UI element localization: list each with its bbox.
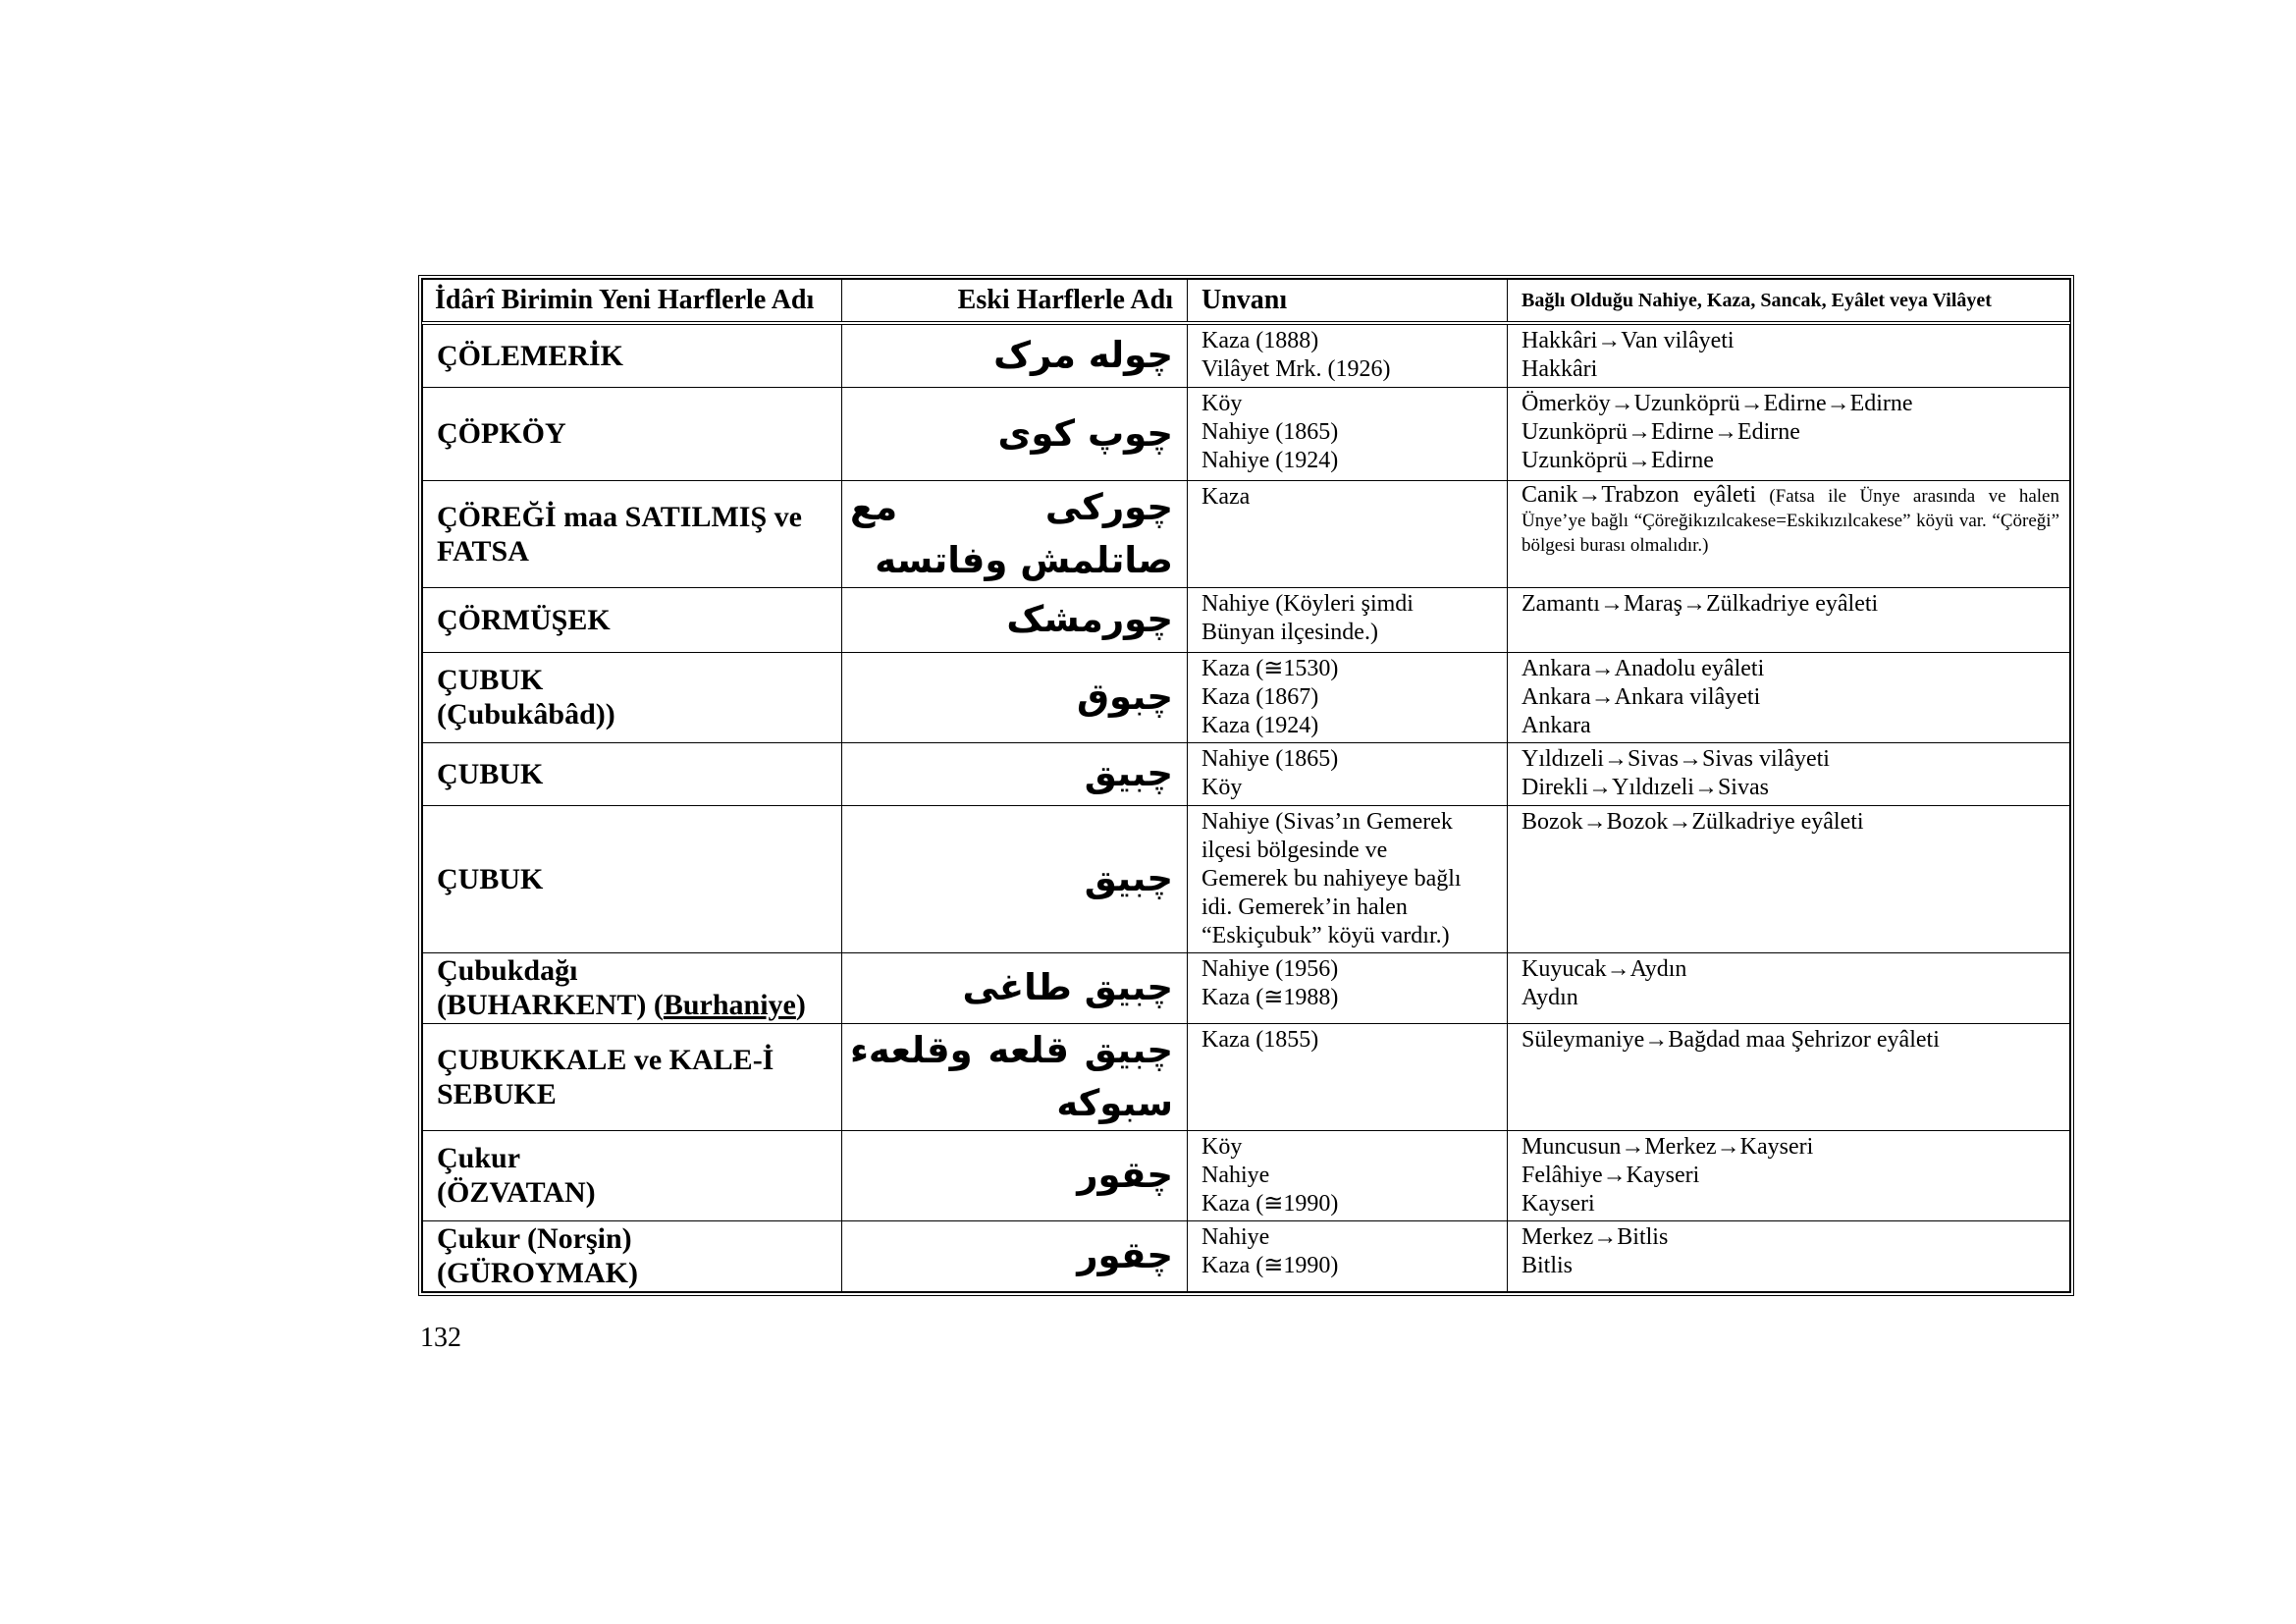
table-row <box>423 587 2070 652</box>
affiliation-line: Zamantı→Maraş→Zülkadriye eyâleti <box>1522 590 1879 617</box>
title-line: Kaza (1867) <box>1201 683 1319 710</box>
table <box>422 279 2070 1292</box>
title-line: Kaza (1924) <box>1201 712 1319 738</box>
table-row <box>423 805 2070 952</box>
new-name-line: ÇÖRMÜŞEK <box>437 603 611 636</box>
new-name-cell <box>423 1023 842 1130</box>
new-name-line: ÇÖPKÖY <box>437 417 566 450</box>
title-cell <box>1188 742 1508 805</box>
affiliation-line: Aydın <box>1522 984 1578 1010</box>
title-cell <box>1188 1130 1508 1220</box>
old-name-cell: چبوق <box>842 652 1188 742</box>
new-name-cell <box>423 805 842 952</box>
affiliation-cell <box>1508 1220 2070 1291</box>
title-line: Nahiye <box>1201 1223 1270 1250</box>
title-line: idi. Gemerek’in halen <box>1201 893 1408 920</box>
affiliation-line: Kuyucak→Aydın <box>1522 955 1687 982</box>
old-name-cell: چقور <box>842 1130 1188 1220</box>
title-line: Gemerek bu nahiyeye bağlı <box>1201 865 1462 892</box>
new-name-line: (ÖZVATAN) <box>437 1176 596 1209</box>
new-name-line: FATSA <box>437 534 529 568</box>
new-name-line: ÇUBUKKALE ve KALE-İ <box>437 1043 774 1076</box>
table-row <box>423 480 2070 587</box>
new-name-line: ÇÖREĞİ maa SATILMIŞ ve <box>437 500 802 533</box>
old-name-cell: چبیق قلعه وقلعهء سبوکه <box>842 1023 1188 1130</box>
new-name-line: Çukur (Norşin) <box>437 1222 632 1255</box>
new-name-line <box>437 988 833 1022</box>
table-row <box>423 387 2070 480</box>
new-name-cell <box>423 1220 842 1291</box>
table-row <box>423 1023 2070 1130</box>
table-row <box>423 323 2070 387</box>
title-cell <box>1188 323 1508 387</box>
new-name-cell <box>423 587 842 652</box>
header-new-name: İdârî Birimin Yeni Harflerle Adı <box>423 280 842 324</box>
affiliation-line: Direkli→Yıldızeli→Sivas <box>1522 774 1769 800</box>
old-name-cell: چورمشک <box>842 587 1188 652</box>
title-cell <box>1188 387 1508 480</box>
title-line: Kaza (≅1988) <box>1201 984 1339 1010</box>
title-line: Bünyan ilçesinde.) <box>1201 619 1378 645</box>
title-line: Kaza (1888) <box>1201 328 1319 353</box>
new-name-cell <box>423 952 842 1023</box>
affiliation-line: Bitlis <box>1522 1252 1574 1278</box>
new-name-line: ÇUBUK <box>437 862 544 895</box>
title-line: Kaza (1855) <box>1201 1026 1319 1053</box>
title-line: Nahiye (1865) <box>1201 745 1339 772</box>
affiliation-line: Kayseri <box>1522 1190 1595 1217</box>
title-line: Kaza (≅1530) <box>1201 655 1339 681</box>
new-name-prefix: (BUHARKENT) ( <box>437 989 664 1021</box>
affiliation-line: Hakkâri <box>1522 356 1598 382</box>
affiliation-cell <box>1508 387 2070 480</box>
affiliation-main: Canik→Trabzon eyâleti <box>1522 481 1756 508</box>
affiliation-line: Muncusun→Merkez→Kayseri <box>1522 1133 1814 1160</box>
affiliation-cell <box>1508 480 2070 587</box>
title-line: Kaza <box>1201 483 1251 510</box>
new-name-underlined: Burhaniye <box>663 989 796 1021</box>
new-name-cell <box>423 323 842 387</box>
affiliation-line: Yıldızeli→Sivas→Sivas vilâyeti <box>1522 745 1830 772</box>
title-cell <box>1188 952 1508 1023</box>
new-name-line: ÇUBUK <box>437 664 544 696</box>
title-line: Köy <box>1201 390 1243 416</box>
header-title: Unvanı <box>1188 280 1508 324</box>
title-line: Nahiye (Sivas’ın Gemerek <box>1201 808 1453 835</box>
title-line: Kaza (≅1990) <box>1201 1190 1339 1217</box>
title-line: Nahiye (Köyleri şimdi <box>1201 590 1414 617</box>
title-line: Köy <box>1201 1133 1243 1160</box>
affiliation-cell <box>1508 323 2070 387</box>
affiliation-line: Felâhiye→Kayseri <box>1522 1162 1700 1188</box>
old-name-cell: چقور <box>842 1220 1188 1291</box>
title-line: Nahiye (1956) <box>1201 955 1339 982</box>
affiliation-line: Ankara→Ankara vilâyeti <box>1522 683 1761 710</box>
page-number: 132 <box>420 1323 461 1353</box>
affiliation-cell <box>1508 1130 2070 1220</box>
affiliation-line: Bozok→Bozok→Zülkadriye eyâleti <box>1522 808 1864 835</box>
title-cell <box>1188 480 1508 587</box>
title-line: ilçesi bölgesinde ve <box>1201 837 1388 863</box>
title-line: Vilâyet Mrk. (1926) <box>1201 356 1391 382</box>
table-row <box>423 742 2070 805</box>
header-affiliation: Bağlı Olduğu Nahiye, Kaza, Sancak, Eyâlet veya Vilâyet <box>1508 280 2070 324</box>
new-name-line: ÇÖLEMERİK <box>437 339 624 372</box>
table-header <box>423 280 2070 324</box>
new-name-line: Çukur <box>437 1142 521 1174</box>
new-name-line: (GÜROYMAK) <box>437 1257 638 1289</box>
title-cell <box>1188 587 1508 652</box>
affiliation-cell <box>1508 805 2070 952</box>
affiliation-line: Hakkâri→Van vilâyeti <box>1522 328 1735 353</box>
affiliation-note <box>1522 483 2059 558</box>
title-cell <box>1188 1220 1508 1291</box>
title-line: Kaza (≅1990) <box>1201 1252 1339 1278</box>
new-name-line: (Çubukâbâd)) <box>437 698 615 731</box>
old-name-cell: چوپ کوی <box>842 387 1188 480</box>
table-row <box>423 652 2070 742</box>
affiliation-line: Ömerköy→Uzunköprü→Edirne→Edirne <box>1522 390 1913 416</box>
affiliation-cell <box>1508 952 2070 1023</box>
title-line: Nahiye <box>1201 1162 1270 1188</box>
title-cell <box>1188 1023 1508 1130</box>
affiliation-cell <box>1508 742 2070 805</box>
title-line: Nahiye (1924) <box>1201 447 1339 473</box>
affiliation-line: Ankara <box>1522 712 1591 738</box>
title-line: Köy <box>1201 774 1243 800</box>
affiliation-note-text: (Fatsa ile Ünye arasında ve halen Ünye’ye bağlı “Çöreğikızılcakese=Eskikızılcakese” köyü var. “Çöreği” bölgesi burası olmalıdır.) <box>1522 485 2059 556</box>
new-name-line: Çubukdağı <box>437 954 578 987</box>
title-cell <box>1188 805 1508 952</box>
table-body <box>423 323 2070 1291</box>
new-name-cell <box>423 652 842 742</box>
new-name-cell <box>423 1130 842 1220</box>
new-name-line: SEBUKE <box>437 1077 557 1110</box>
new-name-suffix: ) <box>795 989 806 1021</box>
new-name-cell <box>423 480 842 587</box>
old-name-cell: چورکی مع صاتلمش وفاتسه <box>842 480 1188 587</box>
new-name-cell <box>423 387 842 480</box>
title-cell <box>1188 652 1508 742</box>
affiliation-line: Uzunköprü→Edirne→Edirne <box>1522 418 1800 445</box>
administrative-units-table <box>418 275 2074 1296</box>
affiliation-line: Süleymaniye→Bağdad maa Şehrizor eyâleti <box>1522 1026 1940 1053</box>
old-name-cell: چوله مرک <box>842 323 1188 387</box>
new-name-line: ÇUBUK <box>437 757 544 790</box>
old-name-cell: چبیق <box>842 805 1188 952</box>
old-name-cell: چبیق <box>842 742 1188 805</box>
table-row <box>423 1220 2070 1291</box>
affiliation-cell <box>1508 1023 2070 1130</box>
affiliation-cell <box>1508 652 2070 742</box>
affiliation-line: Ankara→Anadolu eyâleti <box>1522 655 1765 681</box>
old-name-cell: چبیق طاغی <box>842 952 1188 1023</box>
title-line: “Eskiçubuk” köyü vardır.) <box>1201 922 1450 948</box>
header-old-name: Eski Harflerle Adı <box>842 280 1188 324</box>
affiliation-cell <box>1508 587 2070 652</box>
affiliation-line: Uzunköprü→Edirne <box>1522 447 1714 473</box>
title-line: Nahiye (1865) <box>1201 418 1339 445</box>
table-row <box>423 1130 2070 1220</box>
table-row <box>423 952 2070 1023</box>
new-name-cell <box>423 742 842 805</box>
affiliation-line: Merkez→Bitlis <box>1522 1223 1669 1250</box>
